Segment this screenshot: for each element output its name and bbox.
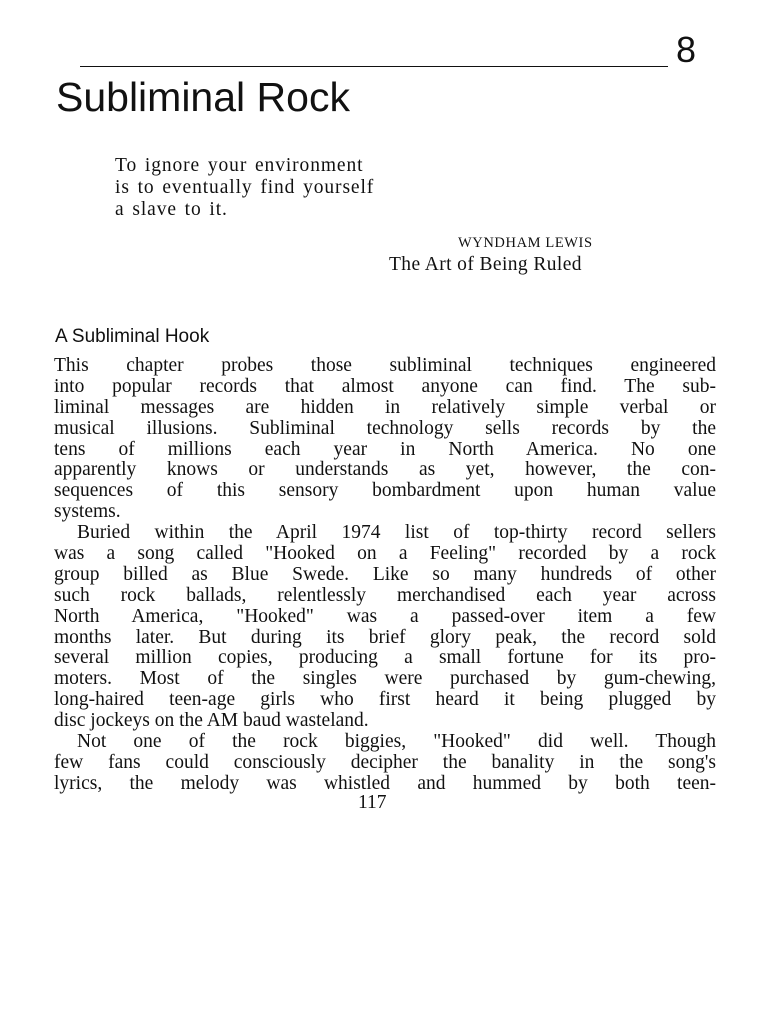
epigraph-line: To ignore your environment [115, 155, 364, 176]
epigraph-line: a slave to it. [115, 199, 228, 220]
body-line: systems. [54, 502, 121, 523]
body-line: group billed as Blue Swede. Like so many hundreds of other [54, 564, 716, 585]
epigraph-author: WYNDHAM LEWIS [458, 235, 593, 251]
body-line: moters. Most of the singles were purchased by gum-chewing, [54, 669, 716, 690]
epigraph-line: is to eventually find yourself [115, 177, 375, 198]
chapter-title: Subliminal Rock [56, 74, 350, 120]
body-line: such rock ballads, relentlessly merchandised each year across [54, 585, 716, 606]
body-line: was a song called "Hooked on a Feeling" recorded by a rock [54, 544, 716, 565]
body-line: lyrics, the melody was whistled and hummed by both teen- [54, 773, 716, 794]
body-line: apparently knows or understands as yet, however, the con- [54, 460, 716, 481]
body-line: long-haired teen-age girls who first heard it being plugged by [54, 690, 716, 711]
body-line: tens of millions each year in North America. No one [54, 439, 716, 460]
body-line: few fans could consciously decipher the banality in the song's [54, 752, 716, 773]
body-line: musical illusions. Subliminal technology sells records by the [54, 418, 716, 439]
body-line: liminal messages are hidden in relatively simple verbal or [54, 397, 716, 418]
body-line: sequences of this sensory bombardment upon human value [54, 481, 716, 502]
body-line: into popular records that almost anyone can find. The sub- [54, 376, 716, 397]
chapter-number: 8 [676, 29, 697, 70]
body-line: months later. But during its brief glory peak, the record sold [54, 627, 716, 648]
body-line: This chapter probes those subliminal techniques engineered [54, 356, 716, 376]
body-line: Buried within the April 1974 list of top-thirty record sellers [77, 523, 716, 544]
page-number: 117 [358, 792, 387, 813]
body-line: North America, "Hooked" was a passed-over item a few [54, 606, 716, 627]
epigraph-work-title: The Art of Being Ruled [389, 254, 582, 275]
body-line: Not one of the rock biggies, "Hooked" did well. Though [77, 732, 716, 753]
body-line: disc jockeys on the AM baud wasteland. [54, 711, 369, 732]
body-text [54, 356, 716, 795]
epigraph [115, 155, 374, 221]
body-line: several million copies, producing a small fortune for its pro- [54, 648, 716, 669]
chapter-rule [80, 66, 668, 67]
section-heading: A Subliminal Hook [55, 326, 210, 347]
